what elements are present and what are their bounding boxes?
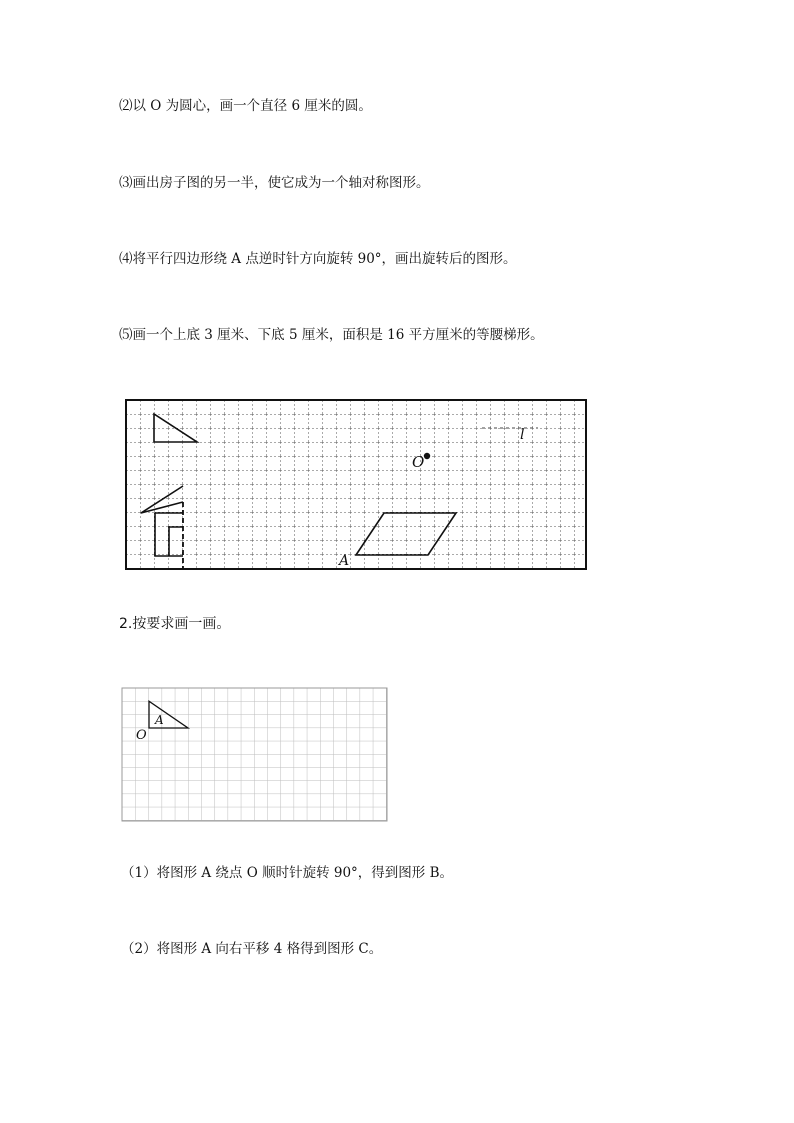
section-2-heading: 2.按要求画一画。: [119, 616, 231, 632]
label-o: O: [412, 453, 425, 471]
square-grid-lines: [122, 688, 387, 821]
instruction-2: ⑵以 O 为圆心，画一个直径 6 厘米的圆。: [119, 98, 372, 114]
label-triangle-a: A: [155, 713, 164, 727]
instruction-5: ⑸画一个上底 3 厘米、下底 5 厘米，面积是 16 平方厘米的等腰梯形。: [119, 327, 544, 343]
grid-lines: [126, 400, 586, 570]
label-a: A: [339, 553, 350, 569]
label-point-o: O: [136, 728, 147, 743]
square-grid-figure: [121, 687, 389, 827]
instruction-3: ⑶画出房子图的另一半，使它成为一个轴对称图形。: [119, 175, 430, 191]
label-l: l: [520, 427, 525, 443]
dotted-grid-figure: [125, 399, 587, 575]
task-1: （1）将图形 A 绕点 O 顺时针旋转 90°，得到图形 B。: [121, 865, 454, 881]
task-2: （2）将图形 A 向右平移 4 格得到图形 C。: [121, 941, 383, 957]
instruction-4: ⑷将平行四边形绕 A 点逆时针方向旋转 90°，画出旋转后的图形。: [119, 251, 517, 267]
point-o: [424, 453, 430, 459]
